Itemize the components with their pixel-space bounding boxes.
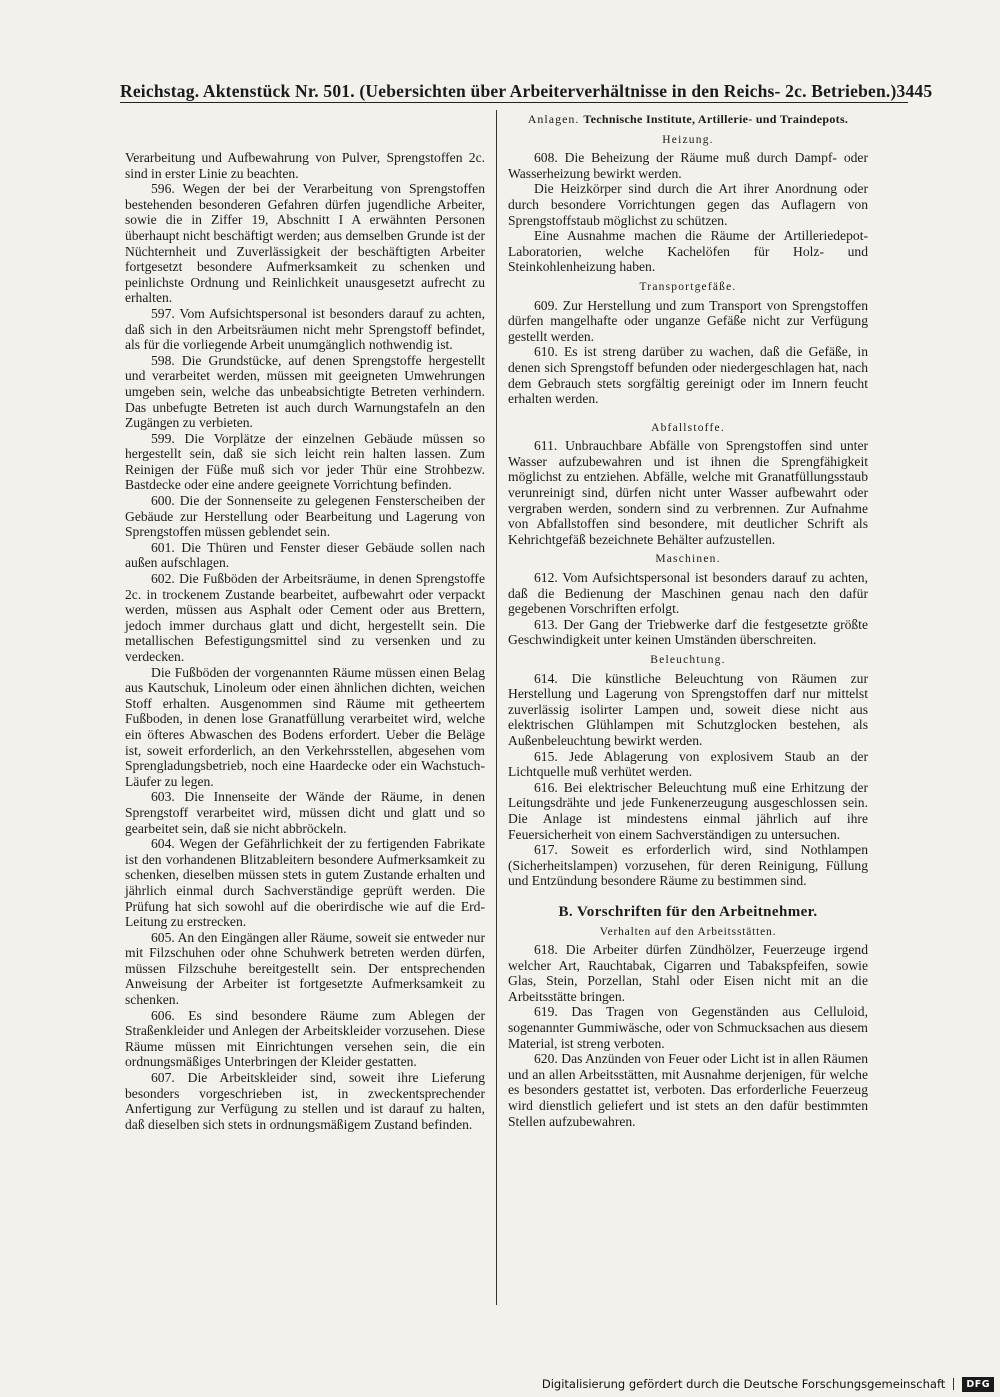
paragraph-598: 598. Die Grundstücke, auf denen Sprengstoffe hergestellt und verarbeitet werden, müssen mit geeigneten Umwehrungen umgeben sein, welche das unbeabsichtigte Betreten verhindern. Das unbefugte Betreten ist auch durch Warnungstafeln an den Zugängen zu verbieten. [125,352,485,431]
paragraph: Die Heizkörper sind durch die Art ihrer Anordnung oder durch besondere Vorrichtungen gegen das Auflagern von Sprengstoffstaub möglichst zu schützen. [508,181,868,228]
anlagen-heading [508,112,868,128]
section-heading-maschinen: Maschinen. [655,553,721,566]
section-heading-abfall: Abfallstoffe. [651,421,725,434]
paragraph-611: 611. Unbrauchbare Abfälle von Sprengstoffen sind unter Wasser aufzubewahren und ist ihnen die Sprengfähigkeit möglichst zu entziehen. Abfälle, welche mit Granatfüllungsstaub verunreinigt sind, dürfen nicht unter Wasser aufbewahrt oder vergraben werden, sondern sind zu verbrennen. Zur Aufnahme von Abfallstoffen sind besondere, mit deutlicher Schrift als Kehrichtgefäß bezeichnete Behälter aufzustellen. [508,438,868,547]
footer-separator [953,1378,954,1390]
anlagen-title: Technische Institute, Artillerie- und Traindepots. [583,112,849,126]
paragraph-606: 606. Es sind besondere Räume zum Ablegen der Straßenkleider und Anlegen der Arbeitskleider vorzusehen. Diese Räume müssen mit Einrichtungen versehen sein, die ein ordnungsmäßiges Unterbringen der Kleider gestatten. [125,1007,485,1070]
paragraph-617: 617. Soweit es erforderlich wird, sind Nothlampen (Sicherheitslampen) vorzusehen, für deren Reinigung, Füllung und Entzündung besondere Räume zu bestimmen sind. [508,842,868,889]
paragraph-605: 605. An den Eingängen aller Räume, soweit sie entweder nur mit Filzschuhen oder ohne Schuhwerk betreten werden dürfen, müssen Filzschuhe bereitgestellt sein. Der entsprechenden Anweisung der Arbeiter ist fortgesetzte Aufmerksamkeit zu schenken. [125,929,485,1008]
paragraph-620: 620. Das Anzünden von Feuer oder Licht ist in allen Räumen und an allen Arbeitsstätten, mit Ausnahme derjenigen, für welche es besonders gestattet ist, verboten. Das erforderliche Feuerzeug wird dienstlich geliefert und ist stets an den dafür bestimmten Stellen aufzubewahren. [508,1051,868,1129]
paragraph-603: 603. Die Innenseite der Wände der Räume, in denen Sprengstoff verarbeitet wird, müssen dicht und glatt und so gearbeitet sein, daß sie nicht abbröckeln. [125,789,485,836]
paragraph-619: 619. Das Tragen von Gegenständen aus Celluloid, sogenannter Gummiwäsche, oder von Schmucksachen aus diesem Material, ist streng verboten. [508,1004,868,1051]
paragraph-604: 604. Wegen der Gefährlichkeit der zu fertigenden Fabrikate ist den vorhandenen Blitzableitern besondere Aufmerksamkeit zu schenken, dieselben müssen stets in gutem Zustande erhalten und jährlich einmal durch Sachverständige geprüft werden. Die Prüfung hat sich sowohl auf die oberirdische wie auf die Erd-Leitung zu erstrecken. [125,836,485,930]
paragraph-601: 601. Die Thüren und Fenster dieser Gebäude sollen nach außen aufschlagen. [125,539,485,571]
digitization-footer [542,1375,994,1393]
paragraph-602: 602. Die Fußböden der Arbeitsräume, in denen Sprengstoffe 2c. in trockenem Zustande bearbeitet, aufbewahrt oder verpackt werden, müssen aus Asphalt oder Cement oder aus Brettern, jedoch immer durchaus glatt und dicht, hergestellt sein. Die metallischen Befestigungsmittel sind zu versenken und zu verdecken. [125,571,485,664]
left-column [125,150,485,1132]
paragraph-618: 618. Die Arbeiter dürfen Zündhölzer, Feuerzeuge irgend welcher Art, Rauchtabak, Cigarren und Tabakspfeifen, sowie Glas, Stein, Porzellan, Stahl oder Eisen nicht mit an die Arbeitsstätte bringen. [508,942,868,1004]
section-heading-heizung: Heizung. [662,133,714,146]
paragraph-607: 607. Die Arbeitskleider sind, soweit ihre Lieferung besonders vorgeschrieben ist, in zweckentsprechender Anfertigung zur Verfügung zu stellen und ist darauf zu halten, daß dieselben sich stets in ordnungsmäßigem Zustand befinden. [125,1070,485,1132]
running-title: Reichstag. Aktenstück Nr. 501. (Uebersichten über Arbeiterverhältnisse in den Reichs- 2c. Betrieben.) [120,81,897,101]
footer-credit: Digitalisierung gefördert durch die Deutsche Forschungsgemeinschaft [541,1377,946,1391]
subsection-heading-verhalten: Verhalten auf den Arbeitsstätten. [599,925,777,938]
paragraph: Eine Ausnahme machen die Räume der Artilleriedepot-Laboratorien, welche Kachelöfen für Holz- und Steinkohlenheizung haben. [508,228,868,275]
paragraph-602-cont: Die Fußböden der vorgenannten Räume müssen einen Belag aus Kautschuk, Linoleum oder einen ähnlichen dichten, weichen Stoff erhalten. Ausgenommen sind Räume mit getheertem Fußboden, in denen lose Granatfüllung verarbeitet wird, welche ein öfteres Abwaschen des Bodens erfordert. Ueber die Beläge ist, soweit erforderlich, an den Verkehrsstellen, abgesehen vom Sprengladungsbetrieb, noch eine Haardecke oder ein Wachstuch-Läufer zu legen. [125,664,485,789]
paragraph-599: 599. Die Vorplätze der einzelnen Gebäude müssen so hergestellt sein, daß sie sich leicht rein halten lassen. Zum Reinigen der Füße muß sich vor jeder Thür eine Strohbezw. Bastdecke oder eine andere geeignete Vorrichtung befinden. [125,430,485,493]
paragraph-612: 612. Vom Aufsichtspersonal ist besonders darauf zu achten, daß die Bedienung der Maschinen genau nach den dafür gegebenen Vorschriften erfolgt. [508,570,868,617]
section-heading-b: B. Vorschriften für den Arbeitnehmer. [558,903,818,920]
section-heading-beleuchtung: Beleuchtung. [650,654,726,666]
paragraph-610: 610. Es ist streng darüber zu wachen, daß die Gefäße, in denen sich Sprengstoff befunden oder niedergeschlagen hat, nach dem Gebrauch stets sorgfältig gereinigt oder im Innern feucht erhalten werden. [508,344,868,407]
paragraph-600: 600. Die der Sonnenseite zu gelegenen Fensterscheiben der Gebäude zur Herstellung oder Bearbeitung und Lagerung von Sprengstoffen müssen geblendet sein. [125,493,485,540]
section-heading-transport: Transportgefäße. [639,280,737,293]
dfg-logo-icon: DFG [962,1377,994,1392]
paragraph-596: 596. Wegen der bei der Verarbeitung von Sprengstoffen bestehenden besonderen Gefahren dürfen jugendliche Arbeiter, sowie die in Ziffer 19, Abschnitt I A erwähnten Personen überhaupt nicht beschäftigt werden; aus demselben Grunde ist der Nüchternheit und Zuverlässigkeit der beschäftigten Arbeiter fortgesetzt besondere Aufmerksamkeit zu schenken und peinlichste Ordnung und Reinlichkeit unausgesetzt aufrecht zu erhalten. [125,181,485,306]
paragraph-614: 614. Die künstliche Beleuchtung von Räumen zur Herstellung und Lagerung von Sprengstoffen darf nur mittelst zuverlässig isolirter Lampen und, soweit diese nicht aus elektrischen Glühlampen mit Schutzglocken bestehen, als Außenbeleuchtung bewirkt werden. [508,670,868,748]
column-divider [496,110,497,1305]
paragraph-608: 608. Die Beheizung der Räume muß durch Dampf- oder Wasserheizung bewirkt werden. [508,150,868,181]
page-number: 3445 [896,81,933,101]
paragraph-615: 615. Jede Ablagerung von explosivem Staub an der Lichtquelle muß verhütet werden. [508,748,868,780]
paragraph-613: 613. Der Gang der Triebwerke darf die festgesetzte größte Geschwindigkeit unter keinen Umständen überschreiten. [508,616,868,648]
paragraph: Verarbeitung und Aufbewahrung von Pulver, Sprengstoffen 2c. sind in erster Linie zu beachten. [125,150,485,181]
right-column [508,112,868,1129]
anlagen-label: Anlagen. [527,112,580,126]
running-header [120,74,933,103]
paragraph-616: 616. Bei elektrischer Beleuchtung muß eine Erhitzung der Leitungsdrähte und jede Funkenerzeugung ausgeschlossen sein. Die Anlage ist mindestens einmal jährlich auf ihre Feuersicherheit von einem Sachverständigen zu untersuchen. [508,779,868,842]
paragraph-597: 597. Vom Aufsichtspersonal ist besonders darauf zu achten, daß sich in den Arbeitsräumen nicht mehr Sprengstoff befindet, als für die vorliegende Arbeit unumgänglich nothwendig ist. [125,305,485,353]
paragraph-609: 609. Zur Herstellung und zum Transport von Sprengstoffen dürfen mangelhafte oder unganze Gefäße nicht zur Verfügung gestellt werden. [508,297,868,344]
